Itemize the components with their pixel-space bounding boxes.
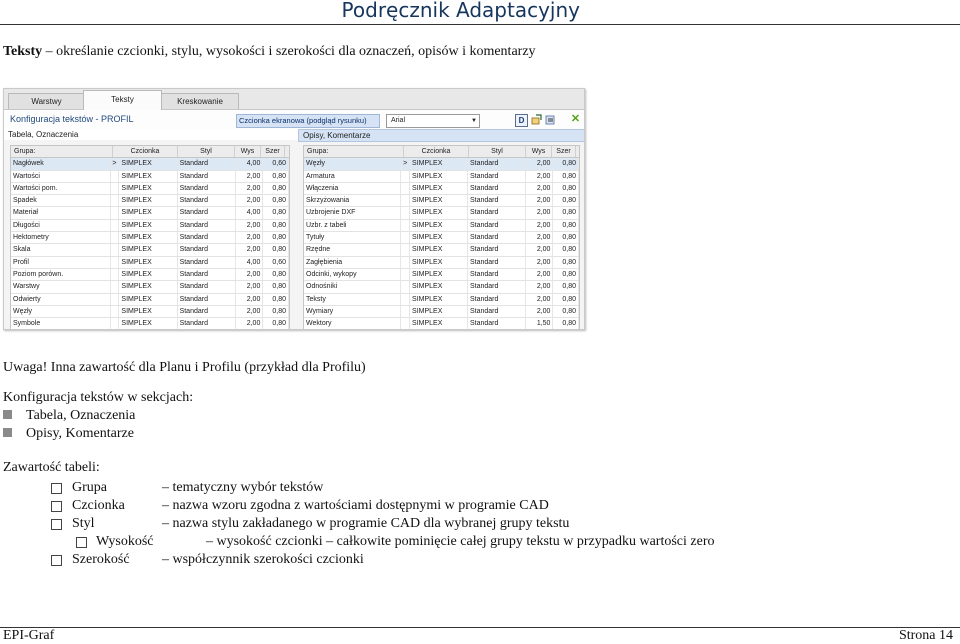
row-marker xyxy=(111,195,120,206)
font-cell[interactable]: SIMPLEX xyxy=(119,195,177,206)
style-cell[interactable]: Standard xyxy=(178,171,236,182)
style-cell[interactable]: Standard xyxy=(178,318,236,329)
row-marker xyxy=(111,232,120,243)
row-marker xyxy=(401,318,410,329)
style-cell[interactable]: Standard xyxy=(468,281,526,292)
group-cell: Skrzyżowania xyxy=(304,195,401,206)
width-cell[interactable]: 0,80 xyxy=(263,281,289,292)
row-marker xyxy=(111,294,120,305)
font-cell[interactable]: SIMPLEX xyxy=(119,183,177,194)
tab-bar xyxy=(4,89,584,110)
table-row[interactable] xyxy=(11,195,289,207)
group-cell: Długości xyxy=(11,220,111,231)
term-label: Szerokość xyxy=(72,552,130,567)
row-marker xyxy=(401,269,410,280)
grid-header xyxy=(11,146,289,158)
profile-note: Uwaga! Inna zawartość dla Planu i Profilu (przykład dla Profilu) xyxy=(3,360,366,375)
height-cell[interactable]: 2,00 xyxy=(236,232,264,243)
table-row[interactable] xyxy=(304,244,579,256)
document-title: Podręcznik Adaptacyjny xyxy=(341,0,580,22)
style-cell[interactable]: Standard xyxy=(178,232,236,243)
table-row[interactable] xyxy=(304,183,579,195)
tab-teksty[interactable]: Teksty xyxy=(83,90,162,110)
table-row[interactable] xyxy=(304,195,579,207)
height-cell[interactable]: 2,00 xyxy=(236,269,264,280)
font-cell[interactable]: SIMPLEX xyxy=(119,232,177,243)
height-cell[interactable]: 2,00 xyxy=(236,220,264,231)
group-cell: Węzły xyxy=(11,306,111,317)
table-row[interactable] xyxy=(11,158,289,170)
table-row[interactable] xyxy=(11,207,289,219)
style-cell[interactable]: Standard xyxy=(178,207,236,218)
style-cell[interactable]: Standard xyxy=(178,244,236,255)
table-content-list xyxy=(0,479,960,574)
font-cell[interactable]: SIMPLEX xyxy=(410,269,468,280)
table-row[interactable] xyxy=(11,257,289,269)
tab-warstwy[interactable]: Warstwy xyxy=(8,93,85,109)
table-row[interactable] xyxy=(11,281,289,293)
row-marker xyxy=(401,257,410,268)
width-cell[interactable]: 0,80 xyxy=(263,232,289,243)
font-cell[interactable]: SIMPLEX xyxy=(410,220,468,231)
font-cell[interactable]: SIMPLEX xyxy=(119,306,177,317)
table-row[interactable] xyxy=(11,220,289,232)
width-cell[interactable]: 0,80 xyxy=(263,244,289,255)
group-cell: Skala xyxy=(11,244,111,255)
group-cell: Teksty xyxy=(304,294,401,305)
font-cell[interactable]: SIMPLEX xyxy=(119,281,177,292)
width-cell[interactable]: 0,80 xyxy=(263,220,289,231)
chevron-down-icon: ▼ xyxy=(471,118,477,124)
width-cell[interactable]: 0,80 xyxy=(263,171,289,182)
font-cell[interactable]: SIMPLEX xyxy=(410,281,468,292)
list-item xyxy=(0,551,960,569)
style-cell[interactable]: Standard xyxy=(178,257,236,268)
group-cell: Odcinki, wykopy xyxy=(304,269,401,280)
width-cell[interactable]: 0,80 xyxy=(553,183,579,194)
height-cell[interactable]: 2,00 xyxy=(526,171,554,182)
height-cell[interactable]: 2,00 xyxy=(526,232,554,243)
group-cell: Uzbrojenie DXF xyxy=(304,207,401,218)
font-cell[interactable]: SIMPLEX xyxy=(119,207,177,218)
right-text-grid xyxy=(303,145,580,330)
page-number: Strona 14 xyxy=(898,628,953,643)
font-cell[interactable]: SIMPLEX xyxy=(119,220,177,231)
group-cell: Rzędne xyxy=(304,244,401,255)
font-cell[interactable]: SIMPLEX xyxy=(119,318,177,329)
intro-line xyxy=(3,44,536,60)
import-icon[interactable] xyxy=(545,114,556,125)
table-row[interactable] xyxy=(11,269,289,281)
col-grupa: Grupa: xyxy=(304,146,404,157)
height-cell[interactable]: 2,00 xyxy=(526,269,554,280)
export-icon[interactable] xyxy=(531,114,542,125)
font-cell[interactable]: SIMPLEX xyxy=(119,158,177,169)
row-marker xyxy=(401,294,410,305)
width-cell[interactable]: 0,80 xyxy=(263,294,289,305)
width-cell[interactable]: 0,80 xyxy=(263,195,289,206)
term-description: – tematyczny wybór tekstów xyxy=(162,480,324,495)
term-label: Grupa xyxy=(72,480,107,495)
width-cell[interactable]: 0,80 xyxy=(553,318,579,329)
sections-heading: Konfiguracja tekstów w sekcjach: xyxy=(3,390,194,405)
width-cell[interactable]: 0,80 xyxy=(553,232,579,243)
font-cell[interactable]: SIMPLEX xyxy=(410,171,468,182)
screen-font-label: Czcionka ekranowa (podgląd rysunku) xyxy=(236,114,380,128)
width-cell[interactable]: 0,80 xyxy=(553,306,579,317)
font-cell[interactable]: SIMPLEX xyxy=(410,158,468,169)
footer-brand: EPI-Graf xyxy=(3,628,55,643)
footer-divider xyxy=(0,627,960,628)
group-cell: Nagłówek xyxy=(11,158,111,169)
height-cell[interactable]: 2,00 xyxy=(526,294,554,305)
width-cell[interactable]: 0,80 xyxy=(553,195,579,206)
height-cell[interactable]: 2,00 xyxy=(236,171,264,182)
height-cell[interactable]: 2,00 xyxy=(236,183,264,194)
width-cell[interactable]: 0,60 xyxy=(263,257,289,268)
style-cell[interactable]: Standard xyxy=(468,244,526,255)
section-left-title: Tabela, Oznaczenia xyxy=(4,129,298,140)
table-row[interactable] xyxy=(304,158,579,170)
group-cell: Symbole xyxy=(11,318,111,329)
table-row[interactable] xyxy=(304,257,579,269)
group-cell: Profil xyxy=(11,257,111,268)
width-cell[interactable]: 0,80 xyxy=(263,207,289,218)
group-cell: Wartości pom. xyxy=(11,183,111,194)
term-description: – współczynnik szerokości czcionki xyxy=(162,552,364,567)
group-cell: Węzły xyxy=(304,158,401,169)
style-cell[interactable]: Standard xyxy=(468,318,526,329)
row-marker xyxy=(401,244,410,255)
style-cell[interactable]: Standard xyxy=(178,269,236,280)
tab-kreskowanie[interactable]: Kreskowanie xyxy=(161,93,239,109)
font-cell[interactable]: SIMPLEX xyxy=(410,294,468,305)
col-czcionka: Czcionka xyxy=(404,146,469,157)
font-cell[interactable]: SIMPLEX xyxy=(410,207,468,218)
col-wys: Wys xyxy=(235,146,261,157)
font-cell[interactable]: SIMPLEX xyxy=(119,171,177,182)
row-marker xyxy=(111,306,120,317)
group-cell: Odnośniki xyxy=(304,281,401,292)
group-cell: Wartości xyxy=(11,171,111,182)
style-cell[interactable]: Standard xyxy=(178,306,236,317)
font-cell[interactable]: SIMPLEX xyxy=(410,244,468,255)
list-item xyxy=(0,497,960,515)
col-wys: Wys xyxy=(526,146,552,157)
height-cell[interactable]: 2,00 xyxy=(526,257,554,268)
group-cell: Odwierty xyxy=(11,294,111,305)
group-cell: Spadek xyxy=(11,195,111,206)
row-marker xyxy=(401,220,410,231)
config-title: Konfiguracja tekstów - PROFIL xyxy=(10,114,134,124)
header-divider xyxy=(0,24,960,25)
group-cell: Wektory xyxy=(304,318,401,329)
group-cell: Wymiary xyxy=(304,306,401,317)
font-cell[interactable]: SIMPLEX xyxy=(410,232,468,243)
table-row[interactable] xyxy=(11,306,289,318)
style-cell[interactable]: Standard xyxy=(468,171,526,182)
width-cell[interactable]: 0,60 xyxy=(263,158,289,169)
font-cell[interactable]: SIMPLEX xyxy=(410,318,468,329)
width-cell[interactable]: 0,80 xyxy=(553,207,579,218)
term-label: Wysokość xyxy=(96,534,154,549)
style-cell[interactable]: Standard xyxy=(468,183,526,194)
height-cell[interactable]: 2,00 xyxy=(526,220,554,231)
font-cell[interactable]: SIMPLEX xyxy=(410,257,468,268)
font-cell[interactable]: SIMPLEX xyxy=(410,195,468,206)
width-cell[interactable]: 0,80 xyxy=(263,306,289,317)
width-cell[interactable]: 0,80 xyxy=(263,183,289,194)
col-styl: Styl xyxy=(178,146,235,157)
table-row[interactable] xyxy=(11,318,289,330)
table-row[interactable] xyxy=(304,207,579,219)
height-cell[interactable]: 4,00 xyxy=(236,257,264,268)
table-row[interactable] xyxy=(304,269,579,281)
term-label: Styl xyxy=(72,516,95,531)
section-item xyxy=(3,426,134,442)
font-cell[interactable]: SIMPLEX xyxy=(119,244,177,255)
height-cell[interactable]: 2,00 xyxy=(236,318,264,329)
table-row[interactable] xyxy=(304,220,579,232)
term-description: – nazwa stylu zakładanego w programie CAD dla wybranej grupy tekstu xyxy=(162,516,570,531)
height-cell[interactable]: 2,00 xyxy=(526,281,554,292)
height-cell[interactable]: 2,00 xyxy=(526,195,554,206)
list-item xyxy=(0,515,960,533)
height-cell[interactable]: 1,50 xyxy=(526,318,554,329)
group-cell: Włączenia xyxy=(304,183,401,194)
font-select[interactable] xyxy=(386,114,480,128)
grid-header xyxy=(304,146,579,158)
intro-term: Teksty xyxy=(3,44,43,59)
group-cell: Tytuły xyxy=(304,232,401,243)
style-cell[interactable]: Standard xyxy=(178,220,236,231)
width-cell[interactable]: 0,80 xyxy=(553,220,579,231)
col-czcionka: Czcionka xyxy=(113,146,178,157)
font-select-value: Arial xyxy=(391,117,406,124)
row-marker xyxy=(401,232,410,243)
table-row[interactable] xyxy=(11,244,289,256)
row-marker xyxy=(401,281,410,292)
checkbox-icon xyxy=(51,519,62,530)
height-cell[interactable]: 2,00 xyxy=(236,294,264,305)
row-marker xyxy=(111,171,120,182)
section-right-title: Opisy, Komentarze xyxy=(298,129,585,142)
style-cell[interactable]: Standard xyxy=(178,195,236,206)
font-cell[interactable]: SIMPLEX xyxy=(410,306,468,317)
section-item xyxy=(3,408,135,424)
height-cell[interactable]: 4,00 xyxy=(236,158,264,169)
row-marker xyxy=(401,195,410,206)
section-item-label: Opisy, Komentarze xyxy=(26,426,134,441)
width-cell[interactable]: 0,80 xyxy=(553,257,579,268)
height-cell[interactable]: 2,00 xyxy=(526,158,554,169)
table-row[interactable] xyxy=(304,306,579,318)
height-cell[interactable]: 2,00 xyxy=(526,183,554,194)
width-cell[interactable]: 0,80 xyxy=(553,281,579,292)
style-cell[interactable]: Standard xyxy=(468,257,526,268)
height-cell[interactable]: 4,00 xyxy=(236,207,264,218)
height-cell[interactable]: 2,00 xyxy=(236,195,264,206)
height-cell[interactable]: 2,00 xyxy=(236,244,264,255)
group-cell: Armatura xyxy=(304,171,401,182)
term-description: – wysokość czcionki – całkowite pominięcie całej grupy tekstu w przypadku wartości zero xyxy=(206,534,715,549)
width-cell[interactable]: 0,80 xyxy=(553,269,579,280)
d-icon[interactable]: D xyxy=(515,114,528,127)
col-szer: Szer xyxy=(552,146,576,157)
square-bullet-icon xyxy=(3,410,12,419)
table-row[interactable] xyxy=(304,318,579,330)
config-screenshot xyxy=(3,88,585,330)
style-cell[interactable]: Standard xyxy=(468,158,526,169)
row-marker xyxy=(401,306,410,317)
table-row[interactable] xyxy=(304,294,579,306)
group-cell: Hektometry xyxy=(11,232,111,243)
checkbox-icon xyxy=(51,555,62,566)
table-row[interactable] xyxy=(11,171,289,183)
style-cell[interactable]: Standard xyxy=(178,294,236,305)
style-cell[interactable]: Standard xyxy=(178,281,236,292)
style-cell[interactable]: Standard xyxy=(468,232,526,243)
table-row[interactable] xyxy=(304,281,579,293)
square-bullet-icon xyxy=(3,428,12,437)
style-cell[interactable]: Standard xyxy=(178,158,236,169)
row-marker xyxy=(401,183,410,194)
checkbox-icon xyxy=(51,483,62,494)
height-cell[interactable]: 2,00 xyxy=(526,207,554,218)
table-content-heading: Zawartość tabeli: xyxy=(3,460,100,475)
checkbox-icon xyxy=(76,537,87,548)
col-szer: Szer xyxy=(261,146,285,157)
row-marker xyxy=(401,171,410,182)
width-cell[interactable]: 0,80 xyxy=(553,244,579,255)
row-marker: > xyxy=(401,158,410,169)
intro-text: – określanie czcionki, stylu, wysokości i szerokości dla oznaczeń, opisów i komentarzy xyxy=(45,44,536,59)
height-cell[interactable]: 2,00 xyxy=(236,306,264,317)
group-cell: Materiał xyxy=(11,207,111,218)
group-cell: Uzbr. z tabeli xyxy=(304,220,401,231)
width-cell[interactable]: 0,80 xyxy=(553,158,579,169)
row-marker xyxy=(111,220,120,231)
style-cell[interactable]: Standard xyxy=(468,195,526,206)
table-row[interactable] xyxy=(11,232,289,244)
table-row[interactable] xyxy=(11,294,289,306)
close-icon[interactable]: ✕ xyxy=(570,113,581,125)
height-cell[interactable]: 2,00 xyxy=(236,281,264,292)
font-cell[interactable]: SIMPLEX xyxy=(119,269,177,280)
height-cell[interactable]: 2,00 xyxy=(526,244,554,255)
row-marker xyxy=(401,207,410,218)
row-marker xyxy=(111,183,120,194)
style-cell[interactable]: Standard xyxy=(468,306,526,317)
row-marker xyxy=(111,318,120,329)
checkbox-icon xyxy=(51,501,62,512)
width-cell[interactable]: 0,80 xyxy=(263,269,289,280)
row-marker xyxy=(111,244,120,255)
list-item xyxy=(0,533,960,551)
group-cell: Zagłębienia xyxy=(304,257,401,268)
table-row[interactable] xyxy=(304,232,579,244)
list-item xyxy=(0,479,960,497)
row-marker xyxy=(111,257,120,268)
section-item-label: Tabela, Oznaczenia xyxy=(26,408,136,423)
term-description: – nazwa wzoru zgodna z wartościami dostępnymi w programie CAD xyxy=(162,498,549,513)
style-cell[interactable]: Standard xyxy=(468,207,526,218)
row-marker xyxy=(111,269,120,280)
row-marker xyxy=(111,207,120,218)
table-row[interactable] xyxy=(304,171,579,183)
group-cell: Poziom porówn. xyxy=(11,269,111,280)
toolbar xyxy=(4,110,584,129)
style-cell[interactable]: Standard xyxy=(468,294,526,305)
style-cell[interactable]: Standard xyxy=(468,269,526,280)
font-cell[interactable]: SIMPLEX xyxy=(119,294,177,305)
row-marker xyxy=(111,281,120,292)
width-cell[interactable]: 0,80 xyxy=(553,294,579,305)
height-cell[interactable]: 2,00 xyxy=(526,306,554,317)
group-cell: Warstwy xyxy=(11,281,111,292)
table-row[interactable] xyxy=(11,183,289,195)
font-cell[interactable]: SIMPLEX xyxy=(119,257,177,268)
width-cell[interactable]: 0,80 xyxy=(263,318,289,329)
style-cell[interactable]: Standard xyxy=(178,183,236,194)
term-label: Czcionka xyxy=(72,498,125,513)
style-cell[interactable]: Standard xyxy=(468,220,526,231)
row-marker: > xyxy=(111,158,120,169)
col-styl: Styl xyxy=(469,146,526,157)
font-cell[interactable]: SIMPLEX xyxy=(410,183,468,194)
left-text-grid xyxy=(10,145,290,330)
width-cell[interactable]: 0,80 xyxy=(553,171,579,182)
col-grupa: Grupa: xyxy=(11,146,113,157)
